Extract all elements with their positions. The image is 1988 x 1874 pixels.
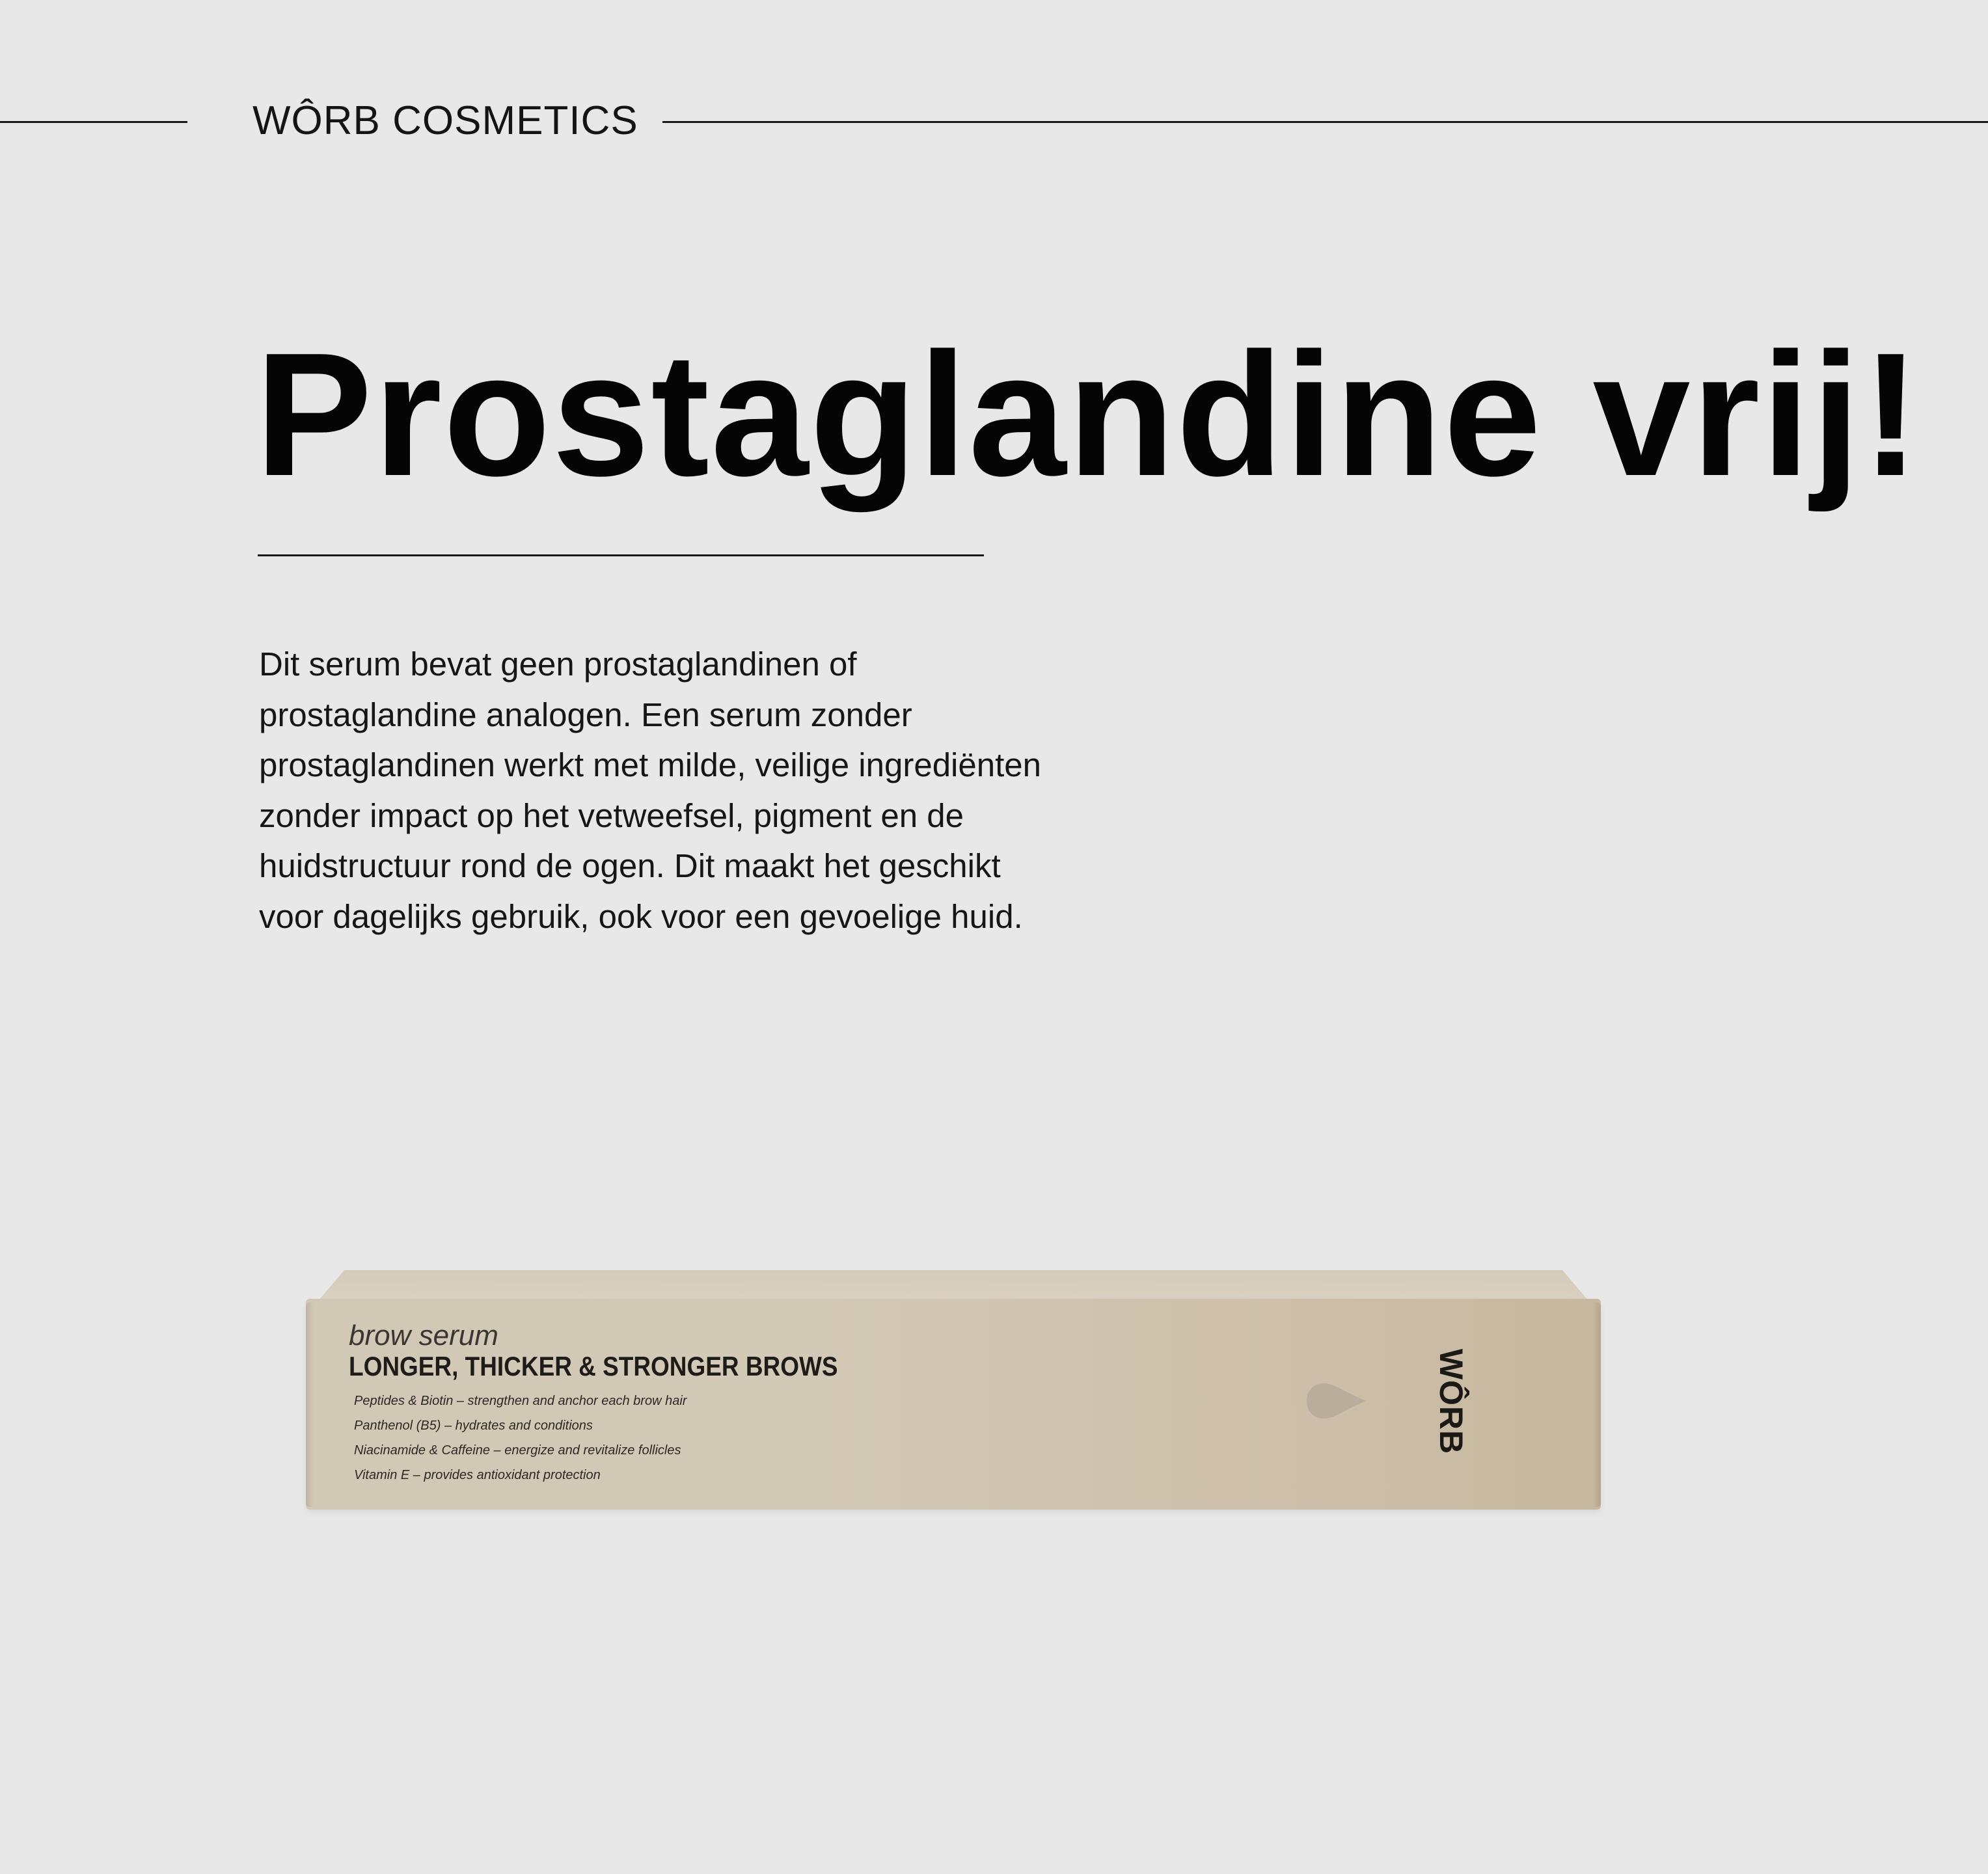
product-title: LONGER, THICKER & STRONGER BROWS [349,1351,838,1381]
droplet-icon [1304,1378,1369,1424]
product-ingredient: Niacinamide & Caffeine – energize and revitalize follicles [354,1443,681,1458]
product-box-edge-right [1593,1303,1601,1507]
product-ingredient: Panthenol (B5) – hydrates and conditions [354,1419,593,1433]
product-logo: WÔRB [1433,1348,1469,1455]
product-ingredient: Peptides & Biotin – strengthen and anchor each brow hair [354,1394,687,1408]
product-ingredient: Vitamin E – provides antioxidant protection [354,1468,601,1482]
page-title: Prostaglandine vrij! [255,317,1922,513]
header-rule-right [662,121,1988,123]
product-box-top [319,1270,1588,1300]
product-subtitle: brow serum [349,1320,498,1351]
header-rule-left [0,121,187,123]
title-divider [258,554,984,556]
body-paragraph: Dit serum bevat geen prostaglandinen of prostaglandine analogen. Een serum zonder prostaglandinen werkt met milde, veilige ingrediënten zonder impact op het vetweefsel, pigment en de huidstructuur rond de ogen. Dit maakt het geschikt voor dagelijks gebruik, ook voor een gevoelige huid. [259,645,1042,935]
brand-name: WÔRB COSMETICS [252,98,638,143]
product-box-image [306,1270,1601,1510]
product-box-edge-left [306,1303,314,1507]
